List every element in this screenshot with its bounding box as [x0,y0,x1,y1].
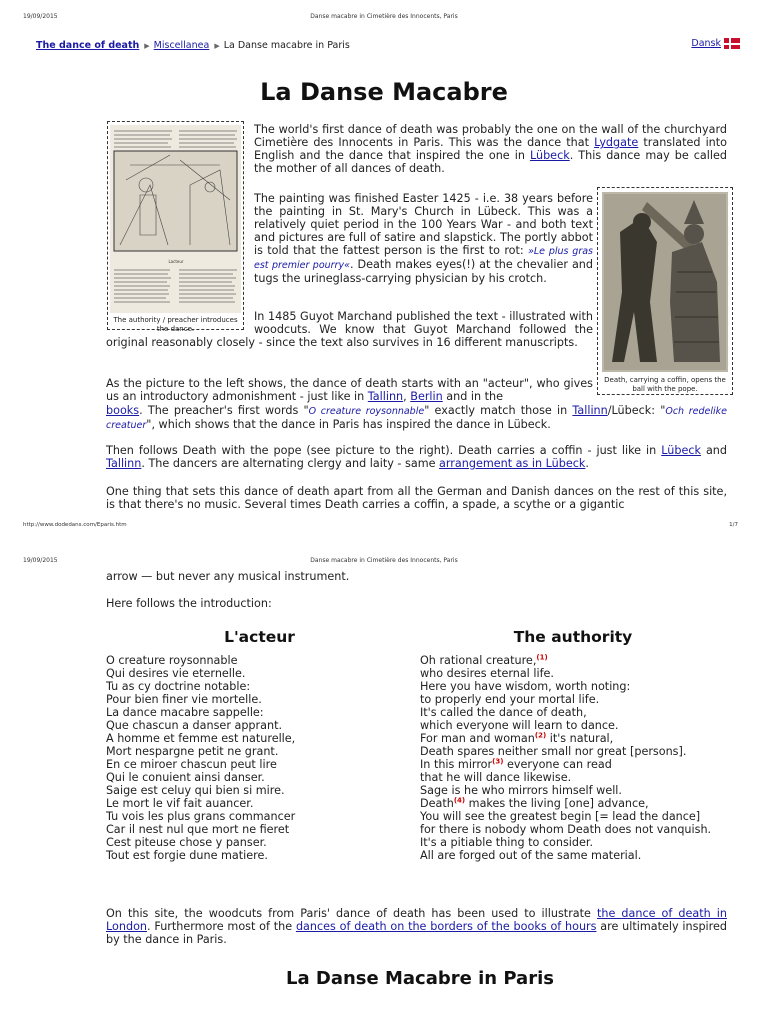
text-run: ", which shows that the dance in Paris has inspired the dance in Lübeck. [146,418,551,431]
verse-line: Que chascun a danser apprant. [106,719,283,732]
verse-line [420,719,740,732]
breadcrumb-arrow-icon: ▶ [214,42,220,50]
paragraph-acteur [106,377,593,403]
verse-line [420,693,740,706]
breadcrumb [36,40,740,51]
verse-text: makes the living [one] advance, [465,797,649,810]
paragraph-intro [254,123,727,175]
verse-line [420,836,740,849]
column-authority [420,628,740,862]
verse-text: everyone can read [503,758,612,771]
text-run: . The dancers are alternating clergy and laity - same [141,457,440,470]
verse-line: O creature roysonnable [106,654,238,667]
verse-line [420,732,740,745]
danish-flag-icon[interactable] [724,38,740,49]
woodcut-preacher-image [110,125,241,313]
text-run: The painting was finished Easter 1425 - i.e. 38 years before the painting in St. Mary's Church in Lübeck. This was a relatively quiet period in the 100 Years War - and both text and pictures are full of satire and slapstick. The portly abbot is told that the fattest person is the first to rot: [254,192,593,257]
quote-redelike-creatuer: Och redelike creatuer [106,406,727,431]
link-tallinn-2[interactable]: Tallinn [572,404,608,417]
footnote-marker[interactable]: (3) [492,757,504,766]
text-run: and [700,444,727,457]
text-run: The world's first dance of death was probably the one on the wall of the churchyard Cimetière des Innocents in Paris. This was the dance that [254,123,727,149]
print-header [0,13,768,23]
verse-text: You will see the greatest begin [= lead the dance] [420,810,701,823]
text-run: , [403,390,411,403]
verse-text: All are forged out of the same material. [420,849,642,862]
print-date: 19/09/2015 [23,13,58,20]
verse-line [420,745,740,758]
text-run: . Death makes eyes(!) at the chevalier and tugs the urineglass-carrying physician by his crotch. [254,258,593,285]
breadcrumb-miscellanea[interactable]: Miscellanea [153,40,210,51]
verse-line [420,771,740,784]
text-run: Then follows Death with the pope (see picture to the right). Death carries a coffin - just like in [106,444,662,457]
verse-text: Death spares neither small nor great [persons]. [420,745,687,758]
verse-text: Here you have wisdom, worth noting: [420,680,631,693]
print-date: 19/09/2015 [23,557,58,564]
link-dance-of-death-london[interactable]: the dance of death in London [106,907,727,933]
verse-line [420,823,740,836]
link-lydgate[interactable]: Lydgate [594,136,639,149]
verse-line: En ce miroer chascun peut lire [106,758,277,771]
verse-line [420,797,740,810]
column-lacteur [106,628,406,862]
link-arrangement[interactable]: arrangement as in Lübeck [439,457,586,470]
text-run: and in the [442,390,507,403]
link-books-of-hours[interactable]: dances of death on the borders of the books of hours [295,920,597,933]
paragraph-acteur-cont [106,404,727,432]
verse-line [420,784,740,797]
language-link-dansk[interactable]: Dansk [691,38,721,49]
text-run: As the picture to the left shows, the dance of death starts with an "acteur", who gives us an introductory admonishment - just like in [106,377,593,403]
section-title: La Danse Macabre in Paris [286,968,554,989]
verse-line: Le mort le vif fait auancer. [106,797,254,810]
verse-line [420,849,740,862]
link-tallinn[interactable]: Tallinn [367,390,404,403]
verse-text: which everyone will learn to dance. [420,719,619,732]
verse-text: Death [420,797,454,810]
footnote-marker[interactable]: (2) [534,731,547,740]
link-berlin[interactable]: Berlin [410,390,443,403]
authority-verse [420,654,740,862]
verse-line [420,758,740,771]
verse-text: who desires eternal life. [420,667,554,680]
quote-creature-roysonnable: O creature roysonnable [308,406,425,417]
text-run: " exactly match those in [424,404,573,417]
breadcrumb-arrow-icon: ▶ [144,42,150,50]
breadcrumb-dance-of-death[interactable]: The dance of death [36,40,140,51]
quote-pourry: »Le plus gras est premier pourry« [254,246,593,271]
link-lubeck-2[interactable]: Lübeck [661,444,701,457]
verse-text: that he will dance likewise. [420,771,572,784]
verse-line [420,706,740,719]
text-run: /Lübeck: " [607,404,666,417]
verse-text: In this mirror [420,758,493,771]
breadcrumb-current: La Danse macabre in Paris [223,40,350,51]
print-page-number: 1/7 [729,522,738,528]
paragraph-woodcuts [106,907,727,946]
verse-line: La dance macabre sappelle: [106,706,264,719]
verse-text: Oh rational creature, [420,654,537,667]
verse-line [420,654,740,667]
verse-line: Cest piteuse chose y panser. [106,836,267,849]
lacteur-verse [106,654,406,862]
paragraph-marchand-block [106,310,593,349]
text-run: are ultimately inspired by the dance in Paris. [106,920,727,946]
paragraph-marchand: In 1485 Guyot Marchand published the text - illustrated with woodcuts. We know that Guyot Marchand followed the original reasonably closely - since the text also survives in 16 different manuscripts. [106,310,593,349]
woodcut-death-pope-image [602,192,728,372]
figure-left-caption: The authority / preacher introduces the dance. [113,316,238,333]
verse-text: for there is nobody whom Death does not vanquish. [420,823,712,836]
verse-line: A homme et femme est naturelle, [106,732,296,745]
verse-text: For man and woman [420,732,535,745]
link-tallinn-3[interactable]: Tallinn [106,457,142,470]
authority-heading: The authority [513,628,633,646]
verse-line [420,680,740,693]
text-run: . The preacher's first words " [139,404,309,417]
verse-line [420,667,740,680]
verse-line: Mort nespargne petit ne grant. [106,745,279,758]
paragraph-pope [106,444,727,470]
verse-line: Car il nest nul que mort ne fieret [106,823,290,836]
link-lubeck[interactable]: Lübeck [529,149,570,162]
footnote-marker[interactable]: (1) [536,653,548,662]
print-title: Danse macabre in Cimetière des Innocents, Paris [310,13,458,20]
intro-line: Here follows the introduction: [106,597,272,610]
text-run: . This dance may be called the mother of all dances of death. [254,149,727,175]
verse-line: Saige est celuy qui bien si mire. [106,784,285,797]
verse-line [420,810,740,823]
paragraph-no-music: One thing that sets this dance of death apart from all the German and Danish dances on the rest of this site, is that there's no music. Several times Death carries a coffin, a spade, a scythe or a gigantic [106,485,727,511]
verse-line: Tout est forgie dune matiere. [106,849,268,862]
verse-text: to properly end your mortal life. [420,693,600,706]
verse-line: Tu vois les plus grans commancer [106,810,296,823]
print-url: http://www.dodedans.com/Eparis.htm [23,522,127,528]
page-title: La Danse Macabre [260,78,508,106]
verse-line: Qui le conuient ainsi danser. [106,771,265,784]
verse-line: Tu as cy doctrine notable: [106,680,251,693]
svg-text:Lacteur: Lacteur [168,259,184,264]
verse-line: Qui desires vie eternelle. [106,667,246,680]
language-switch[interactable] [691,38,740,49]
print-title: Danse macabre in Cimetière des Innocents, Paris [310,557,458,564]
verse-text: It's a pitiable thing to consider. [420,836,594,849]
verse-text: Sage is he who mirrors himself well. [420,784,622,797]
figure-right-caption: Death, carrying a coffin, opens the ball with the pope. [604,376,726,393]
print-header-2 [0,557,768,567]
text-run: translated into English and the dance that inspired the one in [254,136,728,162]
footnote-marker[interactable]: (4) [453,796,466,805]
text-run: . Furthermore most of the [147,920,296,933]
paragraph-painting [254,192,593,285]
link-books[interactable]: books [106,404,140,417]
verse-text: It's called the dance of death, [420,706,587,719]
verse-text: it's natural, [546,732,614,745]
lacteur-heading: L'acteur [224,628,295,646]
figure-right [597,187,733,395]
figure-left [107,121,244,333]
paragraph-no-music-cont: arrow — but never any musical instrument. [106,570,350,583]
text-run: On this site, the woodcuts from Paris' dance of death has been used to illustrate [106,907,597,920]
text-run: . [585,457,589,470]
verse-line: Pour bien finer vie mortelle. [106,693,262,706]
float-spacer [106,310,254,334]
